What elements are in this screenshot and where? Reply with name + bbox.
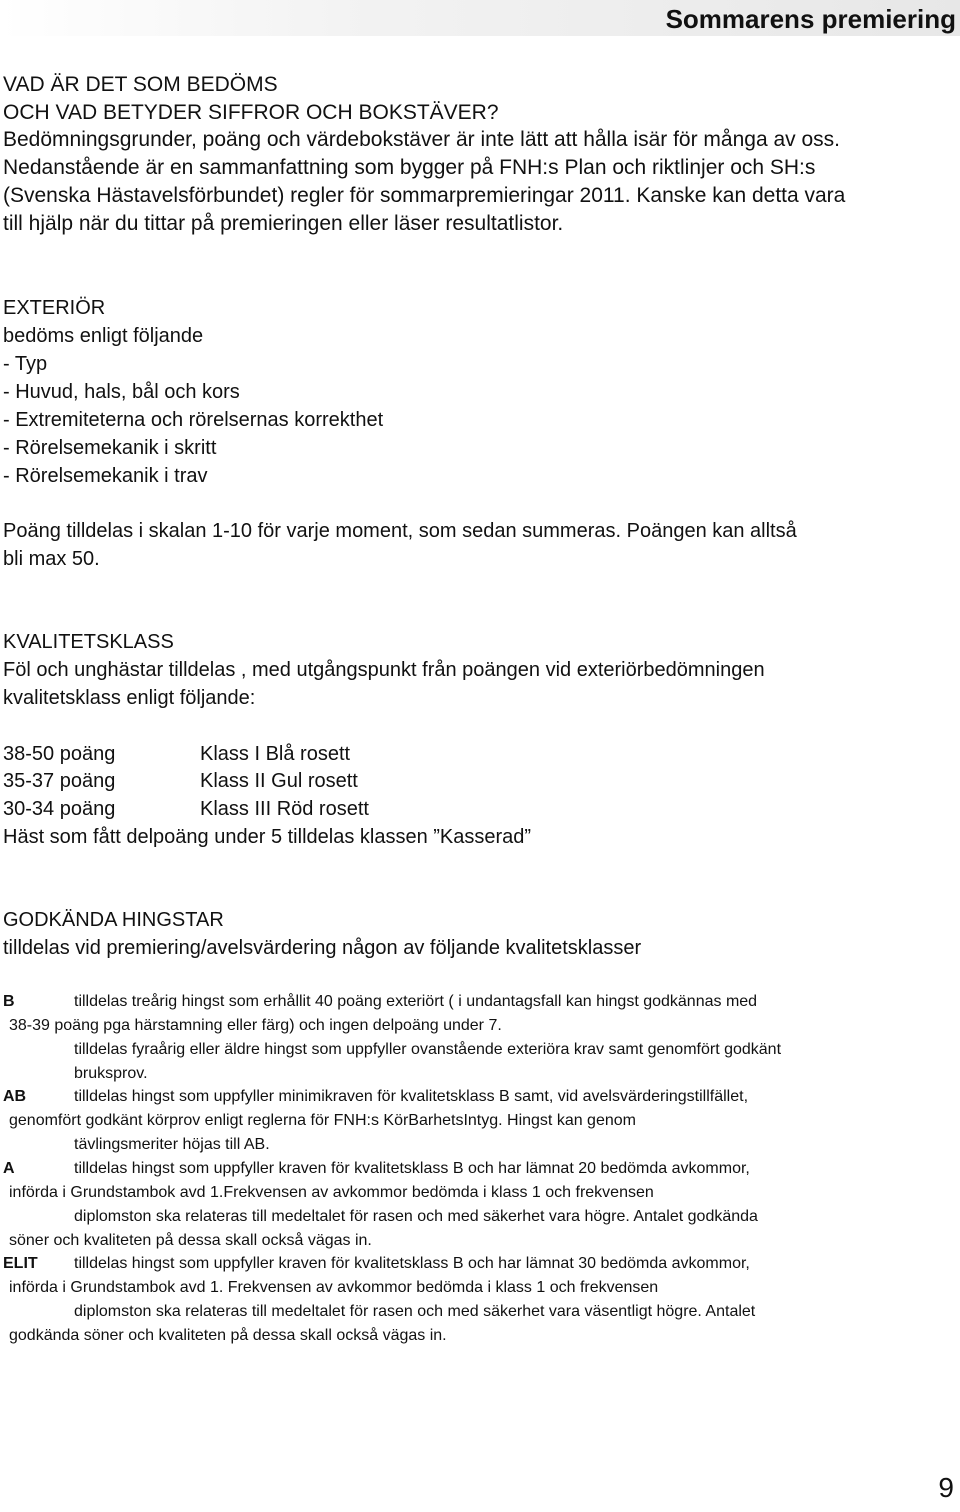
intro-line: Bedömningsgrunder, poäng och värdebokstäver är inte lätt att hålla isär för många av oss. (3, 128, 840, 151)
exterior-note: bli max 50. (3, 548, 100, 570)
exterior-item: - Extremiteterna och rörelsernas korrekthet (3, 409, 384, 431)
exterior-heading: EXTERIÖR (3, 297, 106, 319)
page-header-title: Sommarens premiering (665, 4, 956, 34)
class-b-text: bruksprov. (74, 1065, 148, 1082)
intro-heading-2: OCH VAD BETYDER SIFFROR OCH BOKSTÄVER? (3, 101, 499, 124)
quality-points: 35-37 poäng (3, 770, 116, 792)
quality-heading: KVALITETSKLASS (3, 631, 174, 653)
class-code-elit: ELIT (3, 1255, 38, 1272)
quality-class: Klass II Gul rosett (200, 770, 358, 792)
class-elit-text: diplomston ska relateras till medeltalet för rasen och med säkerhet vara väsentligt högre. Antalet (74, 1303, 756, 1320)
class-elit-text: införda i Grundstambok avd 1. Frekvensen av avkommor bedömda i klass 1 och frekvensen (9, 1279, 659, 1296)
class-a-text: införda i Grundstambok avd 1.Frekvensen av avkommor bedömda i klass 1 och frekvensen (9, 1184, 654, 1201)
quality-kasserad: Häst som fått delpoäng under 5 tilldelas klassen ”Kasserad” (3, 826, 532, 848)
exterior-item: - Rörelsemekanik i trav (3, 465, 208, 487)
class-elit-text: tilldelas hingst som uppfyller kraven för kvalitetsklass B och har lämnat 30 bedömda avkommor, (74, 1255, 750, 1272)
intro-line: till hjälp när du tittar på premieringen eller läser resultatlistor. (3, 212, 564, 235)
stallions-subheading: tilldelas vid premiering/avelsvärdering någon av följande kvalitetsklasser (3, 937, 642, 959)
quality-text: Föl och unghästar tilldelas , med utgångspunkt från poängen vid exteriörbedömningen (3, 659, 765, 681)
quality-class: Klass III Röd rosett (200, 798, 369, 820)
stallions-heading: GODKÄNDA HINGSTAR (3, 909, 224, 931)
intro-line: (Svenska Hästavelsförbundet) regler för sommarpremieringar 2011. Kanske kan detta vara (3, 184, 846, 207)
class-b-text: tilldelas treårig hingst som erhållit 40 poäng exteriört ( i undantagsfall kan hingst godkännas med (74, 993, 758, 1010)
class-ab-text: tilldelas hingst som uppfyller minimikraven för kvalitetsklass B samt, vid avelsvärderingstillfället, (74, 1088, 749, 1105)
quality-points: 38-50 poäng (3, 743, 116, 765)
class-b-text: tilldelas fyraårig eller äldre hingst som uppfyller ovanstående exteriöra krav samt genomfört godkänt (74, 1041, 782, 1058)
intro-heading-1: VAD ÄR DET SOM BEDÖMS (3, 73, 278, 96)
exterior-item: - Typ (3, 353, 48, 375)
class-a-text: tilldelas hingst som uppfyller kraven för kvalitetsklass B och har lämnat 20 bedömda avkommor, (74, 1160, 750, 1177)
quality-points: 30-34 poäng (3, 798, 116, 820)
class-ab-text: tävlingsmeriter höjas till AB. (74, 1136, 270, 1153)
class-code-ab: AB (3, 1088, 27, 1105)
quality-class: Klass I Blå rosett (200, 743, 351, 765)
exterior-subheading: bedöms enligt följande (3, 325, 204, 347)
class-ab-text: genomfört godkänt körprov enligt reglerna för FNH:s KörBarhetsIntyg. Hingst kan genom (9, 1112, 636, 1129)
class-code-a: A (3, 1160, 15, 1177)
class-elit-text: godkända söner och kvaliteten på dessa skall också vägas in. (9, 1327, 447, 1344)
quality-text: kvalitetsklass enligt följande: (3, 687, 256, 709)
page-number: 9 (938, 1472, 954, 1503)
class-a-text: söner och kvaliteten på dessa skall också vägas in. (9, 1232, 372, 1249)
exterior-note: Poäng tilldelas i skalan 1-10 för varje moment, som sedan summeras. Poängen kan alltså (3, 520, 797, 542)
class-a-text: diplomston ska relateras till medeltalet för rasen och med säkerhet vara högre. Antalet godkända (74, 1208, 758, 1225)
intro-line: Nedanstående är en sammanfattning som bygger på FNH:s Plan och riktlinjer och SH:s (3, 156, 816, 179)
exterior-item: - Huvud, hals, bål och kors (3, 381, 240, 403)
class-code-b: B (3, 993, 15, 1010)
class-b-text: 38-39 poäng pga härstamning eller färg) och ingen delpoäng under 7. (9, 1017, 502, 1034)
exterior-item: - Rörelsemekanik i skritt (3, 437, 217, 459)
